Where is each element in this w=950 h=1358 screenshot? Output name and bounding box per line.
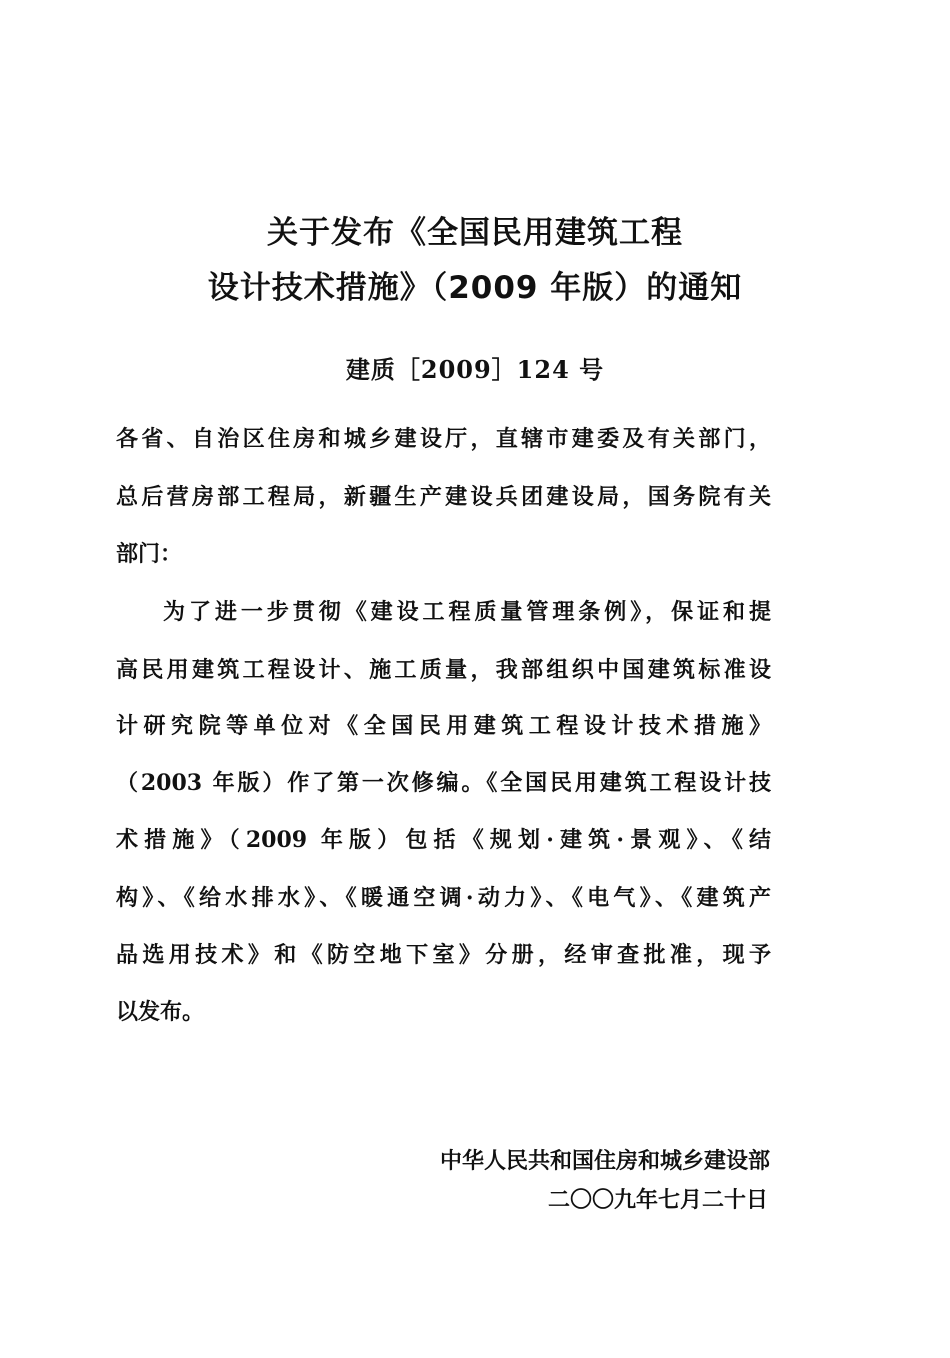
- signature-date: 二〇〇九年七月二十日: [547, 1187, 768, 1213]
- signature-organization: 中华人民共和国住房和城乡建设部: [439, 1148, 770, 1174]
- body-line-6: 构》、《给水排水》、《暖通空调·动力》、《电气》、《建筑产: [116, 885, 771, 911]
- body-line-2: 高民用建筑工程设计、施工质量，我部组织中国建筑标准设: [116, 657, 771, 683]
- body-line-1: 为了进一步贯彻《建设工程质量管理条例》，保证和提: [163, 599, 771, 625]
- title-line-1: 关于发布《全国民用建筑工程: [267, 215, 683, 251]
- body-line-4: （2003 年版）作了第一次修编。《全国民用建筑工程设计技: [116, 770, 771, 796]
- addressee-line-1: 各省、自治区住房和城乡建设厅，直辖市建委及有关部门，: [116, 426, 771, 452]
- title-line-2: 设计技术措施》（2009 年版）的通知: [207, 270, 743, 306]
- body-line-8: 以发布。: [116, 999, 205, 1025]
- addressee-line-2: 总后营房部工程局，新疆生产建设兵团建设局，国务院有关: [116, 484, 771, 510]
- body-line-3: 计研究院等单位对《全国民用建筑工程设计技术措施》: [116, 713, 771, 739]
- document-number: 建质［2009］124 号: [345, 355, 605, 384]
- body-line-7: 品选用技术》和《防空地下室》分册，经审查批准，现予: [116, 942, 771, 968]
- body-line-5: 术措施》（2009 年版）包括《规划·建筑·景观》、《结: [116, 827, 771, 853]
- addressee-line-3: 部门：: [116, 541, 183, 567]
